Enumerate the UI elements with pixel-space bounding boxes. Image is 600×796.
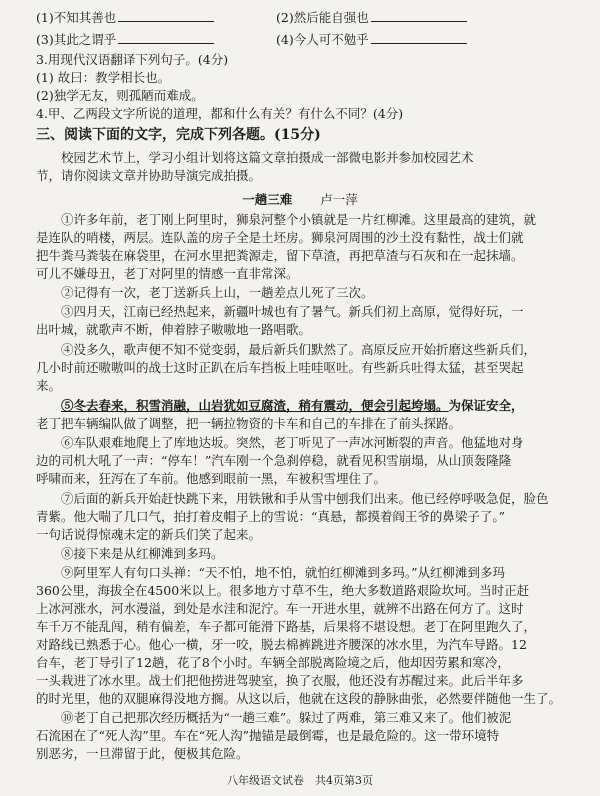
passage-line: 把牛粪马粪装在麻袋里，在河水里把粪源走，留下草渣，再把草渣与石灰和在一起抹墙。	[36, 248, 524, 263]
passage-line: 的时光里，他的双腿麻得没地方搁。从这以后，他就在这段的静脉曲张，必然要伴随他一生了。	[36, 691, 562, 706]
q3-stem: 3.用现代汉语翻译下列句子。(4分)	[36, 52, 229, 67]
passage-line: 青紫。他大喘了几口气，拍打着皮帽子上的雪说：“真悬，都摸着阎王爷的鼻梁子了。”	[36, 509, 506, 524]
passage-line: 石流困在了“死人沟”里。车在“死人沟”抛锚是最倒霉，也是最危险的。这一带环境特	[36, 728, 500, 743]
passage-line: ⑧接下来是从红柳滩到多玛。	[61, 546, 224, 561]
passage-line: 可儿不嫌母丑，老丁对阿里的情感一直非常深。	[36, 266, 299, 281]
passage-line: 边的司机大吼了一声：“停车！”汽车刚一个急刹停稳，就看见积雪崩塌，从山顶轰隆隆	[36, 453, 512, 468]
passage-line: 来。	[36, 378, 62, 393]
passage-line: ⑥车队艰难地爬上了库地达坂。突然，老丁听见了一声冰河断裂的声音。他猛地对身	[61, 435, 524, 450]
passage-line: 对路线已熟悉于心。他心一横，牙一咬，脱去棉裤跳进齐腰深的冰水里，为汽车导路。12	[36, 637, 527, 652]
passage-line: 别恶劣，一旦滞留于此，便极其危险。	[36, 746, 249, 761]
passage-line: 车千万不能乱闯，稍有偏差，车子都可能滑下路基，后果将不堪设想。老丁在阿里跑久了，	[36, 619, 537, 634]
passage-line: 台车，老丁导引了12趟，花了8个小时。车辆全部脱离险境之后，他却因劳累和寒冷，	[36, 655, 510, 670]
intro-line-1: 校园艺术节上，学习小组计划将这篇文章拍摄成一部微电影并参加校园艺术	[61, 150, 474, 165]
passage-line: 一句话说得惊魂未定的新兵们笑了起来。	[36, 527, 262, 542]
q2-item-1: (1)不知其善也	[36, 10, 117, 25]
passage-line-underlined	[36, 396, 576, 416]
intro-line-2: 节，请你阅读文章并协助导演完成拍摄。	[36, 168, 262, 183]
passage-line: 呼啸而来，狂泻在了车前。他感到眼前一黑，车被积雪埋住了。	[36, 471, 387, 486]
passage-line: ③四月天，江南已经热起来，新疆叶城也有了暑气。新兵们初上高原，觉得好玩，一	[61, 304, 524, 319]
answer-blank[interactable]	[371, 9, 467, 22]
passage-line: ⑨阿里军人有句口头禅：“天不怕，地不怕，就怕红柳滩到多玛。”从红柳滩到多玛	[61, 565, 506, 580]
underlined-tail: 为保证安全，	[448, 398, 524, 413]
q2-item-3: (3)其此之谓乎	[36, 32, 117, 47]
q3-sentence-2: (2)独学无友，则孤陋而难成。	[36, 88, 204, 103]
passage-line: 老丁把车辆编队做了调整，把一辆拉物资的卡车和自己的车排在了前头探路。	[36, 416, 462, 431]
passage-line: ①许多年前，老丁刚上阿里时，狮泉河整个小镇就是一片红柳滩。这里最高的建筑，就	[61, 212, 537, 227]
q2-item-2: (2)然后能自强也	[276, 10, 369, 25]
passage-line: ⑦后面的新兵开始赶快跳下来，用铁锹和手从雪中刨我们出来。他已经停呼吸急促，脸色	[61, 491, 549, 506]
passage-line: 几小时前还嗷嗷叫的战士这时正趴在后车挡板上哇哇呕吐。有些新兵吐得太猛，甚至哭起	[36, 360, 524, 375]
passage-title-row	[0, 190, 600, 210]
q3-sentence-1: (1) 故曰：教学相长也。	[36, 70, 171, 85]
passage-line: ②记得有一次，老丁送新兵上山，一趟差点儿死了三次。	[61, 285, 374, 300]
passage-line: ④没多久，歌声便不知不觉变弱，最后新兵们默然了。高原反应开始折磨这些新兵们，	[61, 342, 537, 357]
answer-blank[interactable]	[118, 31, 214, 44]
answer-blank[interactable]	[118, 9, 214, 22]
passage-line: 是连队的哨楼，两层。连队盖的房子全是土坯房。狮泉河周围的沙土没有黏性，战士们就	[36, 230, 524, 245]
answer-blank[interactable]	[371, 31, 467, 44]
q4-stem: 4.甲、乙两段文字所说的道理，都和什么有关？有什么不同？(4分)	[36, 106, 404, 121]
section-heading: 三、阅读下面的文字，完成下列各题。(15分)	[36, 127, 321, 143]
passage-author: 卢一萍	[320, 192, 358, 207]
q2-item-4: (4)今人可不勉乎	[276, 32, 369, 47]
q2-row-1	[36, 8, 576, 28]
passage-title: 一趟三难	[242, 192, 293, 207]
passage-line: 360公里，海拔全在4500米以上。很多地方寸草不生，绝大多数道路艰险坎坷。当时正赶	[36, 583, 530, 598]
q2-item-4-wrap	[276, 30, 467, 50]
passage-line: 一头栽进了冰水里。战士们把他捞进驾驶室，换了衣服，他还没有苏醒过来。此后半年多	[36, 673, 524, 688]
passage-line: ⑩老丁自己把那次经历概括为“一趟三难”。躲过了两难，第三难又来了。他们被泥	[61, 710, 512, 725]
q2-row-2	[36, 30, 576, 50]
passage-line: 上冰河涨水，河水漫溢，到处是水洼和泥泞。车一开进水里，就辨不出路在何方了。这时	[36, 601, 524, 616]
underlined-sentence: ⑤冬去春来，积雪消融，山岩犹如豆腐渣，稍有震动，便会引起垮塌。	[61, 398, 449, 413]
passage-line: 出叶城，就歌声不断，伸着脖子嗷嗷地一路唱歌。	[36, 322, 312, 337]
q2-item-2-wrap	[276, 8, 467, 28]
page-footer: 八年级语文试卷 共4页第3页	[227, 774, 373, 787]
